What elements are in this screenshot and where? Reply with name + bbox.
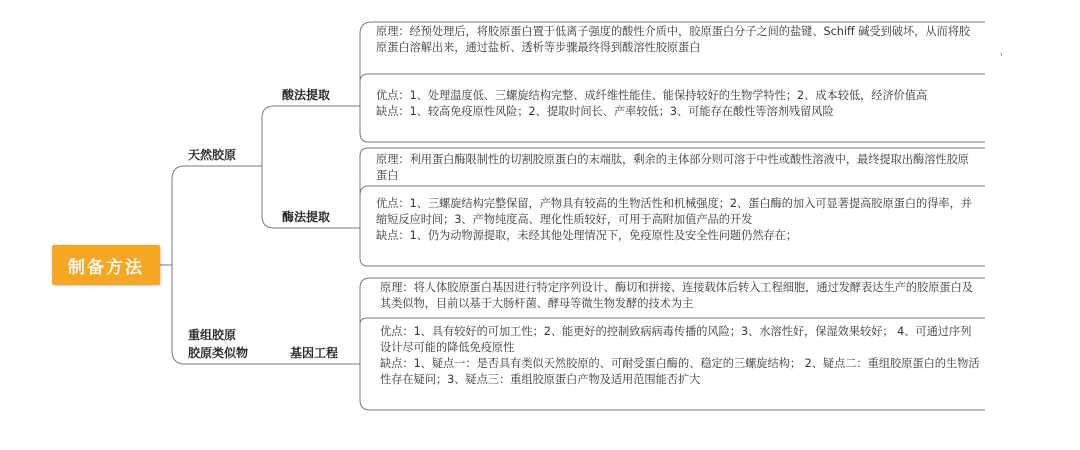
root-node — [52, 245, 160, 285]
acid-cons: 缺点：1、较高免疫原性风险；2、提取时间长、产率较低；3、可能存在酸性等溶剂残留风险 — [376, 105, 834, 118]
acid-pros-cons-text — [376, 88, 976, 120]
node-genetic-engineering: 基因工程 — [290, 346, 339, 360]
node-acid-extraction: 酸法提取 — [282, 88, 331, 102]
acid-principle: 原理：经预处理后，将胶原蛋白置于低离子强度的酸性介质中，胶原蛋白分子之间的盐键、Schiff 碱受到破坏，从而将胶原蛋白溶解出来，通过盐析、透析等步骤最终得到酸溶性胶原蛋白 — [376, 25, 971, 54]
root-label: 制备方法 — [68, 257, 144, 278]
corner-mark: ' — [1000, 52, 1003, 63]
enzyme-pros-cons-text — [376, 196, 976, 244]
gene-cons: 缺点：1、疑点一：是否具有类似天然胶原的、可耐受蛋白酶的、稳定的三螺旋结构； 2、疑点二：重组胶原蛋白的生物活性存在疑问；3、疑点三：重组胶原蛋白产物及适用范围能否扩大 — [380, 357, 980, 386]
enzyme-principle: 原理：利用蛋白酶限制性的切割胶原蛋白的末端肽，剩余的主体部分则可溶于中性或酸性溶液中，最终提取出酶溶性胶原蛋白 — [376, 153, 969, 182]
node-recombinant-line2: 胶原类似物 — [188, 346, 249, 360]
connector-level1-trunk — [172, 166, 184, 364]
node-recombinant-line1: 重组胶原 — [188, 328, 237, 342]
enzyme-principle-text — [376, 152, 976, 184]
enzyme-cons: 缺点：1、仍为动物源提取，未经其他处理情况下，免疫原性及安全性问题仍然存在； — [376, 229, 798, 242]
connector-natural-trunk — [262, 106, 274, 228]
gene-pros-cons-text — [380, 324, 980, 388]
node-natural-collagen: 天然胶原 — [188, 148, 237, 162]
enzyme-pros: 优点：1、三螺旋结构完整保留，产物具有较高的生物活性和机械强度；2、蛋白酶的加入可显著提高胶原蛋白的得率，并缩短反应时间；3、产物纯度高、理化性质较好，可用于高附加值产品的开发 — [376, 197, 972, 226]
gene-principle: 原理：将人体胶原蛋白基因进行特定序列设计、酶切和拼接、连接载体后转入工程细胞，通过发酵表达生产的胶原蛋白及其类似物，目前以基于大肠杆菌、酵母等微生物发酵的技术为主 — [380, 281, 973, 310]
gene-pros: 优点：1、具有较好的可加工性；2、能更好的控制致病病毒传播的风险；3、水溶性好，保湿效果较好； 4、可通过序列设计尽可能的降低免疫原性 — [380, 325, 972, 354]
gene-principle-text — [380, 280, 980, 312]
acid-pros: 优点：1、处理温度低、三螺旋结构完整、成纤维性能佳、能保持较好的生物学特性；2、成本较低，经济价值高 — [376, 89, 928, 102]
node-enzyme-extraction: 酶法提取 — [282, 210, 331, 224]
acid-principle-text — [376, 24, 976, 56]
